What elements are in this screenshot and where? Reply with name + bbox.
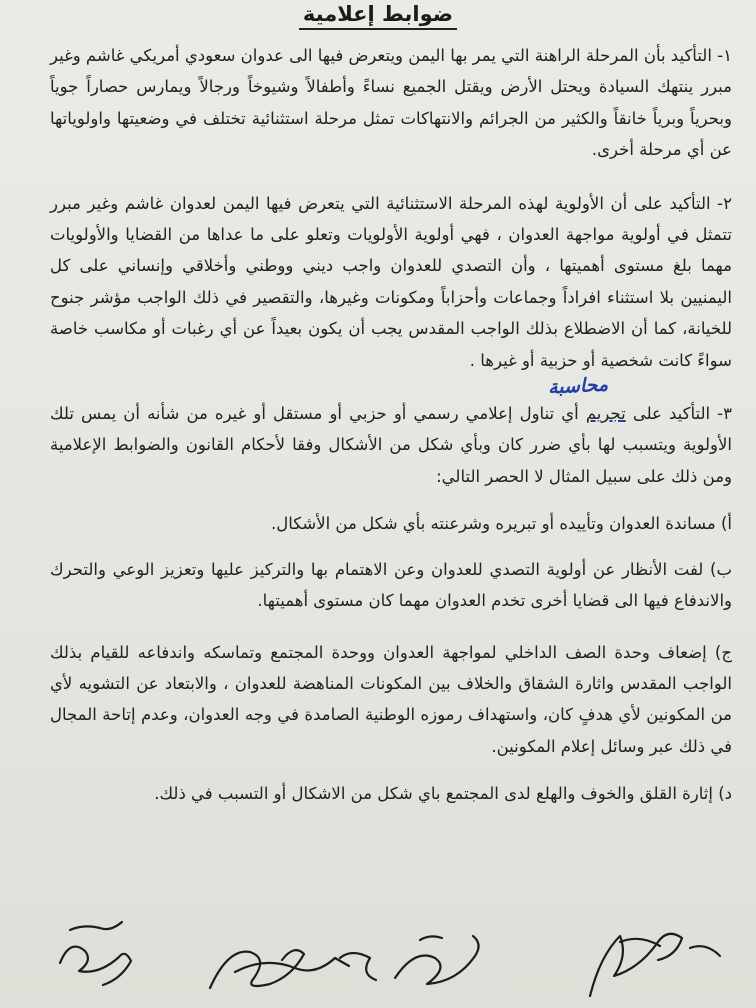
item-c: ج) إضعاف وحدة الصف الداخلي لمواجهة العدوان ووحدة المجتمع وتماسكه واندفاعه للقيام بذلك الواجب المقدس واثارة الشقاق والخلاف بين المكونات المناهضة للعدوان ، والابتعاد عن التشويه لأي من المكونين لأي هدفٍ كان، واستهداف رموزه الوطنية الصامدة في وجه العدوان، وعدم إتاحة المجال في ذلك عبر وسائل إعلام المكونين. <box>50 642 732 756</box>
signature-2 <box>210 950 304 988</box>
paragraph-2: ٢- التأكيد على أن الأولوية لهذه المرحلة الاستثنائية التي يتعرض فيها اليمن لعدوان غاشم وغير مبرر تتمثل في أولوية مواجهة العدوان ، فهي أولوية الأولويات وتعلو على ما عداها من القضايا والأولويات مهما بلغ مستوى أهميتها ، وأن التصدي للعدوان واجب ديني ووطني وأخلاقي وإنساني على كل اليمنيين بلا استثناء افراداً وجماعات وأحزاباً ومكونات وغيرها، والتقصير في ذلك الواجب مؤشر جنوح للخيانة، كما أن الاضطلاع بذلك الواجب المقدس يجب أن يكون بعيداً عن أي رغبات أو مكاسب خاصة سواءً كانت شخصية أو حزبية أو غيرها . <box>50 193 732 370</box>
item-a: أ) مساندة العدوان وتأييده أو تبريره وشرعنته بأي شكل من الأشكال. <box>271 514 732 534</box>
struck-word: تجريم <box>585 404 626 424</box>
signature-1 <box>60 947 131 985</box>
item-b: ب) لفت الأنظار عن أولوية التصدي للعدوان وعن الاهتمام بها والتركيز عليها وتعزيز الوعي والتحرك والاندفاع فيها الى قضايا أخرى تخدم العدوان مهما كان مستوى أهميتها. <box>50 559 732 611</box>
handwritten-note: محاسبة <box>547 373 609 399</box>
document-body <box>50 40 732 810</box>
document-title: ضوابط إعلامية <box>0 2 756 26</box>
paragraph-3-start: ٣- التأكيد على <box>625 404 732 424</box>
paragraph-1: ١- التأكيد بأن المرحلة الراهنة التي يمر بها اليمن ويتعرض فيها الى عدوان سعودي أمريكي غاشم وغير مبرر ينتهك السيادة ويحتل الأرض ويقتل الجميع نساءً وأطفالاً وشيوخاً ورجالاً ويمارس حصاراً جوياً وبحرياً وبرياً خانقاً والكثير من الجرائم والانتهاكات تمثل مرحلة استثنائية تختلف في وضعيتها واولوياتها عن أي مرحلة أخرى. <box>50 46 732 160</box>
signatures-area <box>0 868 756 1008</box>
signature-3 <box>340 953 376 980</box>
paragraph-3 <box>50 373 732 492</box>
paragraph-3-rest: أي تناول إعلامي رسمي أو حزبي أو مستقل أو غيره من شأنه أن يمس تلك الأولوية ويتسبب لها بأي ضرر كان وبأي شكل من الأشكال وفقا لأحكام القانون والضوابط الإعلامية ومن ذلك على سبيل المثال لا الحصر التالي: <box>50 404 732 486</box>
signature-4 <box>590 934 682 996</box>
item-d: د) إثارة القلق والخوف والهلع لدى المجتمع باي شكل من الاشكال أو التسبب في ذلك. <box>154 784 732 804</box>
signatures-illustration <box>0 868 756 1008</box>
